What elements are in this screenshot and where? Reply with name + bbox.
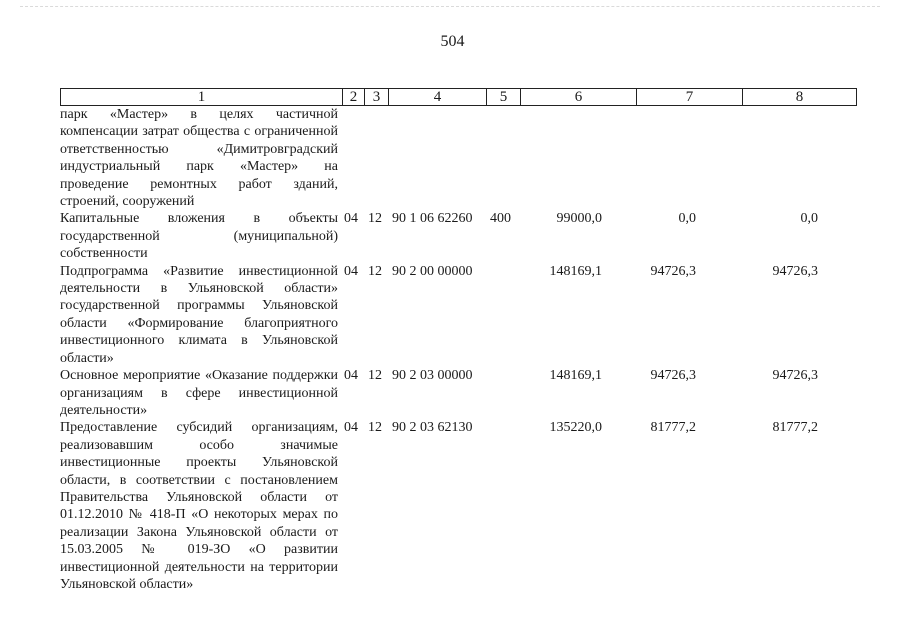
row-section-code: 04 [344, 263, 358, 279]
row-subsection-code: 12 [368, 263, 382, 279]
row-subsection-code: 12 [368, 420, 382, 436]
column-header-2: 2 [343, 89, 365, 106]
row-amount-col6: 148169,1 [549, 368, 602, 384]
row-amount-col8: 0,0 [800, 211, 818, 227]
table-row [60, 367, 876, 419]
scan-artifact-line [20, 6, 880, 8]
row-section-code: 04 [344, 368, 358, 384]
row-amount-col7: 81777,2 [650, 420, 696, 436]
table-row [60, 106, 876, 210]
row-amount-col6: 135220,0 [549, 420, 602, 436]
column-header-5: 5 [487, 89, 521, 106]
row-section-code: 04 [344, 211, 358, 227]
row-description: Капитальные вложения в объекты государственной (муниципальной) собственности [60, 211, 338, 262]
row-amount-col7: 94726,3 [650, 263, 696, 279]
table-row [60, 210, 876, 262]
table-row [60, 419, 876, 593]
row-subsection-code: 12 [368, 368, 382, 384]
row-section-code: 04 [344, 420, 358, 436]
row-amount-col7: 94726,3 [650, 368, 696, 384]
row-expense-type: 400 [490, 211, 511, 227]
row-amount-col7: 0,0 [678, 211, 696, 227]
row-description: Подпрограмма «Развитие инвестиционной деятельности в Ульяновской области» государственной программы Ульяновской области «Формирование благоприятного инвестиционного климата в Ульяновской области» [60, 263, 338, 366]
column-header-row [61, 89, 857, 106]
row-subsection-code: 12 [368, 211, 382, 227]
row-description: парк «Мастер» в целях частичной компенсации затрат общества с ограниченной ответственностью «Димитровградский индустриальный парк «Мастер» на проведение ремонтных работ зданий, строений, сооружений [60, 107, 338, 210]
row-amount-col8: 81777,2 [772, 420, 818, 436]
column-header-6: 6 [521, 89, 637, 106]
column-header-7: 7 [637, 89, 743, 106]
row-description: Основное мероприятие «Оказание поддержки организациям в сфере инвестиционной деятельности» [60, 368, 338, 418]
column-header-3: 3 [365, 89, 389, 106]
column-header-table [60, 88, 857, 106]
column-header-4: 4 [389, 89, 487, 106]
row-amount-col6: 99000,0 [556, 211, 602, 227]
row-target-code: 90 1 06 62260 [392, 211, 473, 227]
table-row [60, 263, 876, 367]
row-amount-col8: 94726,3 [772, 263, 818, 279]
column-header-1: 1 [61, 89, 343, 106]
row-amount-col6: 148169,1 [549, 263, 602, 279]
page-number: 504 [440, 33, 465, 50]
row-target-code: 90 2 03 00000 [392, 368, 473, 384]
budget-rows [60, 106, 876, 593]
row-amount-col8: 94726,3 [772, 368, 818, 384]
column-header-8: 8 [743, 89, 857, 106]
row-target-code: 90 2 00 00000 [392, 263, 473, 279]
row-target-code: 90 2 03 62130 [392, 420, 473, 436]
row-description: Предоставление субсидий организациям, реализовавшим особо значимые инвестиционные проекты Ульяновской области, в соответствии с постановлением Правительства Ульяновской области от 01.12.2010 № 418-П «О некоторых мерах по реализации Закона Ульяновской области от 15.03.2005 № 019-ЗО «О развитии инвестиционной деятельности на территории Ульяновской области» [60, 420, 338, 592]
